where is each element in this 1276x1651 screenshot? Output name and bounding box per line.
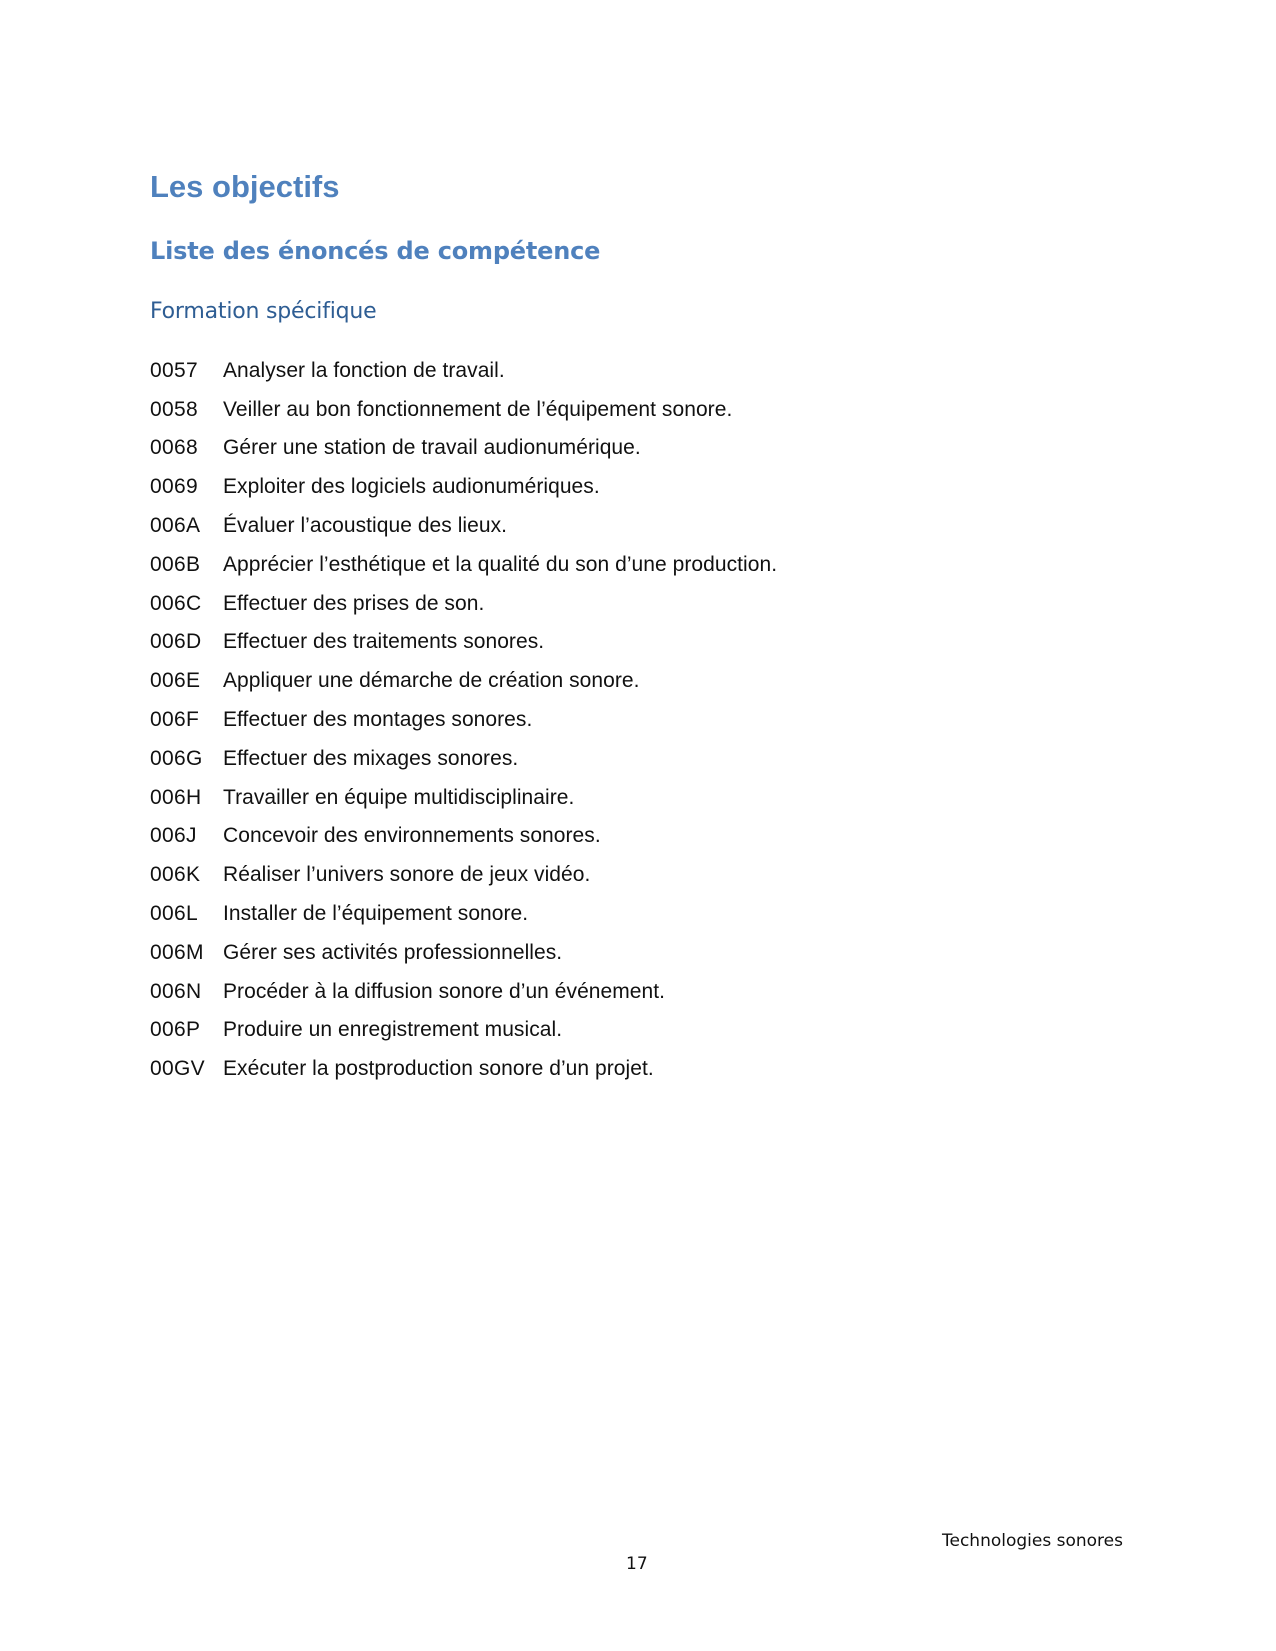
competency-code: 006J xyxy=(150,824,197,848)
competency-statement: Effectuer des traitements sonores. xyxy=(223,630,545,654)
competency-item xyxy=(150,623,1150,662)
competency-statement: Veiller au bon fonctionnement de l’équipement sonore. xyxy=(223,397,733,421)
competency-item xyxy=(150,933,1150,972)
competency-code: 0069 xyxy=(150,475,198,499)
competency-statement: Effectuer des prises de son. xyxy=(223,591,485,615)
page-number: 17 xyxy=(626,1554,648,1574)
competency-statement: Gérer ses activités professionnelles. xyxy=(223,940,563,964)
competency-item xyxy=(150,351,1150,390)
competency-item xyxy=(150,778,1150,817)
competency-statement: Appliquer une démarche de création sonore. xyxy=(223,669,640,693)
competency-code: 006H xyxy=(150,785,202,809)
competency-code: 00GV xyxy=(150,1057,205,1081)
competency-item xyxy=(150,855,1150,894)
footer-document-title: Technologies sonores xyxy=(942,1531,1123,1551)
competency-item xyxy=(150,506,1150,545)
competency-code: 006G xyxy=(150,746,203,770)
competency-item xyxy=(150,390,1150,429)
competency-statement: Procéder à la diffusion sonore d’un événement. xyxy=(223,979,666,1003)
competency-statement: Exploiter des logiciels audionumériques. xyxy=(223,475,600,499)
competency-code: 0057 xyxy=(150,358,198,382)
competency-code: 0068 xyxy=(150,436,198,460)
competency-item xyxy=(150,545,1150,584)
competency-item xyxy=(150,429,1150,468)
competency-statement: Effectuer des mixages sonores. xyxy=(223,746,519,770)
competency-code: 006K xyxy=(150,863,201,887)
competency-statement: Analyser la fonction de travail. xyxy=(223,358,505,382)
competency-list-heading: Liste des énoncés de compétence xyxy=(150,237,601,265)
competency-item xyxy=(150,1049,1150,1088)
competency-code: 006B xyxy=(150,552,201,576)
competency-statement: Réaliser l’univers sonore de jeux vidéo. xyxy=(223,863,591,887)
competency-item xyxy=(150,972,1150,1011)
competency-statement: Travailler en équipe multidisciplinaire. xyxy=(223,785,575,809)
competency-item xyxy=(150,1011,1150,1050)
competency-item xyxy=(150,700,1150,739)
competency-code: 0058 xyxy=(150,397,198,421)
competency-list xyxy=(150,351,1150,1088)
competency-code: 006E xyxy=(150,669,201,693)
competency-statement: Évaluer l’acoustique des lieux. xyxy=(223,514,508,538)
competency-code: 006N xyxy=(150,979,202,1003)
competency-statement: Exécuter la postproduction sonore d’un projet. xyxy=(223,1057,654,1081)
competency-item xyxy=(150,739,1150,778)
competency-item xyxy=(150,817,1150,856)
competency-code: 006D xyxy=(150,630,202,654)
competency-statement: Apprécier l’esthétique et la qualité du son d’une production. xyxy=(223,552,778,576)
page-title: Les objectifs xyxy=(150,169,340,204)
competency-item xyxy=(150,894,1150,933)
competency-code: 006L xyxy=(150,902,198,926)
competency-statement: Concevoir des environnements sonores. xyxy=(223,824,601,848)
competency-item xyxy=(150,661,1150,700)
competency-item xyxy=(150,467,1150,506)
competency-code: 006F xyxy=(150,708,200,732)
competency-code: 006M xyxy=(150,940,204,964)
specific-training-heading: Formation spécifique xyxy=(150,299,377,324)
competency-statement: Gérer une station de travail audionumérique. xyxy=(223,436,641,460)
competency-code: 006P xyxy=(150,1018,201,1042)
competency-item xyxy=(150,584,1150,623)
competency-statement: Produire un enregistrement musical. xyxy=(223,1018,563,1042)
competency-statement: Effectuer des montages sonores. xyxy=(223,708,533,732)
competency-code: 006A xyxy=(150,514,201,538)
competency-code: 006C xyxy=(150,591,202,615)
competency-statement: Installer de l’équipement sonore. xyxy=(223,902,529,926)
